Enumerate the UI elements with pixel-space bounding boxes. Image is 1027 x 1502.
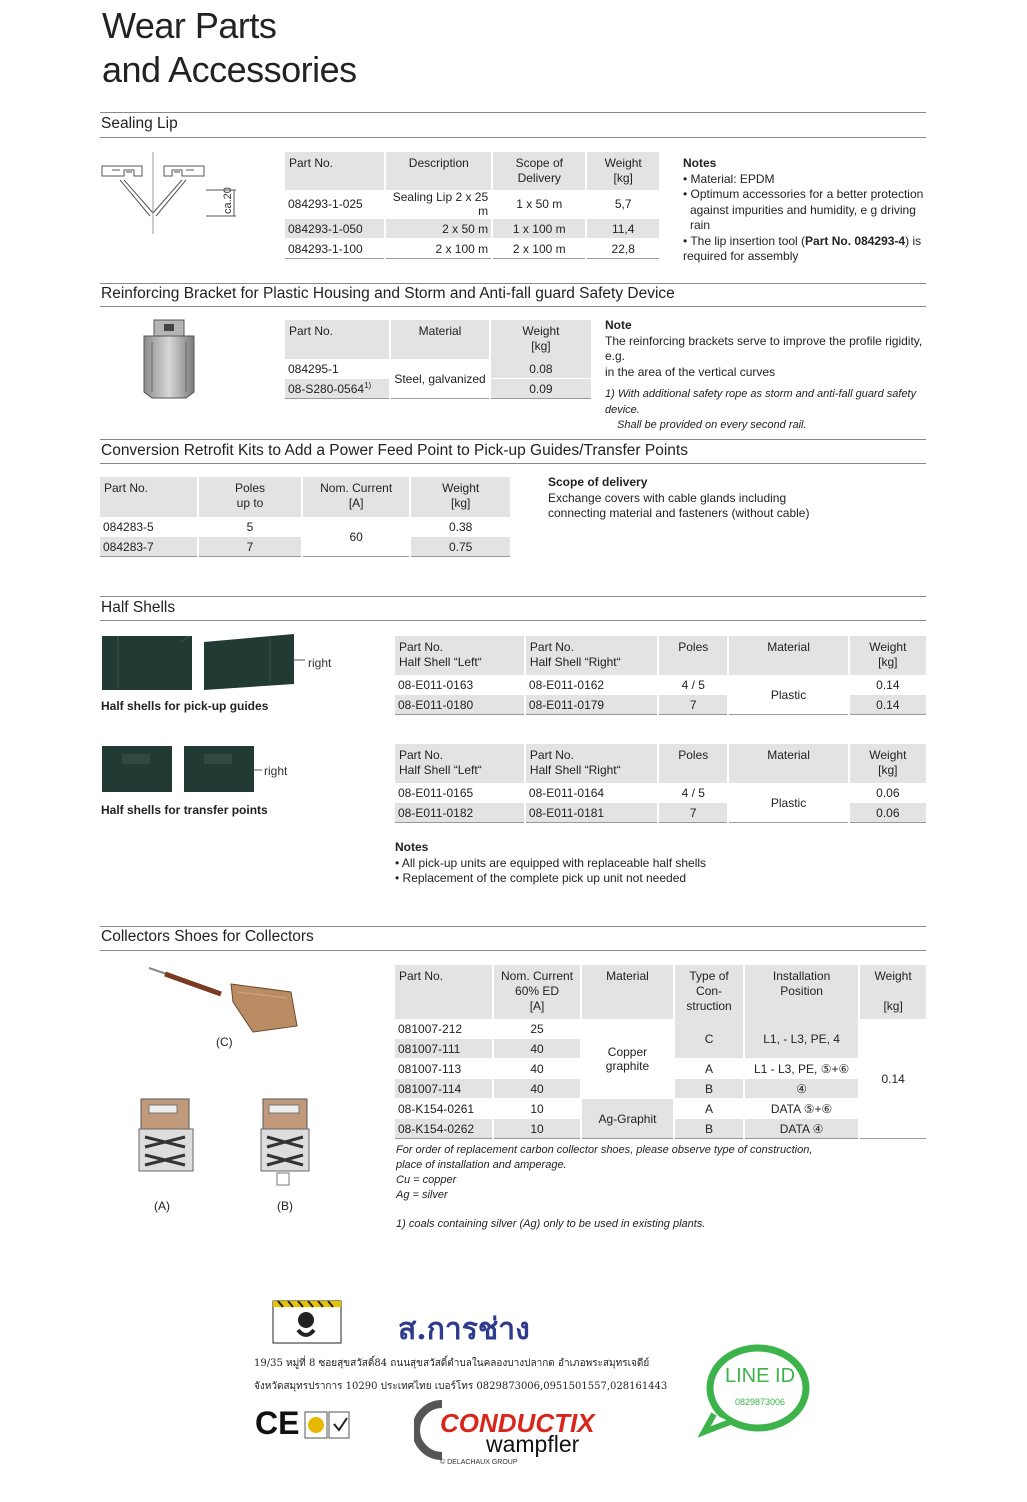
bracket-image [140,318,198,400]
table-row [285,219,659,239]
table-row [100,517,510,537]
poles: 7 [658,803,728,823]
table-row [395,675,926,695]
foot-line: For order of replacement carbon collector shoes, please observe type of construction, [396,1144,813,1156]
divider [100,620,926,621]
address-line: 19/35 หมู่ที่ 8 ซอยสุขสวัสดิ์84 ถนนสุขสวัสดิ์ตำบลในคลองบางปลากด อำเภอพระสมุทรเจดีย์ [254,1358,650,1369]
footnote-line: 1) With additional safety rope as storm and anti-fall guard safety device. [605,388,917,416]
construction: B [674,1079,744,1099]
poles: 7 [658,695,728,715]
note-line: The reinforcing brackets serve to improve the profile rigidity, e.g. [605,333,923,363]
half-shell-pickup-image [100,632,335,694]
collector-shoe-a-image [135,1095,197,1177]
material: Steel, galvanized [390,359,490,399]
foot-note: 1) coals containing silver (Ag) only to be used in existing plants. [396,1218,706,1230]
poles: 5 [198,517,302,537]
col-header: Weight [kg] [859,965,926,1019]
scope: 2 x 100 m [492,239,586,259]
construction: A [674,1059,744,1079]
group-name: © DELACHAUX GROUP [440,1459,518,1466]
col-header: Poles [658,744,728,783]
position: ④ [744,1079,859,1099]
caption-transfer-points: Half shells for transfer points [101,803,268,817]
poles: 7 [198,537,302,557]
section-heading-half-shells: Half Shells [101,599,176,616]
table-row [285,190,659,219]
part-no-left: 08-E011-0163 [395,675,525,695]
col-header: Nom. Current 60% ED [A] [493,965,580,1019]
title-line-1: Wear Parts [102,5,277,46]
col-header: Weight [kg] [410,477,510,517]
col-header: Part No. [395,965,493,1019]
description: 2 x 100 m [385,239,492,259]
divider [100,463,926,464]
bracket-table [285,320,591,399]
poles: 4 / 5 [658,783,728,803]
weight: 22,8 [586,239,659,259]
brand-name: wampfler [486,1431,580,1457]
description: Sealing Lip 2 x 25 m [385,190,492,219]
col-header: Weight [kg] [586,152,659,190]
col-header: Poles [658,636,728,675]
dimension-label: ca.20 [222,187,234,214]
current: 60 [302,517,410,557]
part-no: 084295-1 [285,359,390,379]
col-header: Type of Con- struction [674,965,744,1019]
certification-icon [304,1410,350,1440]
col-header: Poles up to [198,477,302,517]
construction: A [674,1099,744,1119]
weight: 0.08 [490,359,591,379]
note-title: Note [605,318,632,332]
weight: 0.14 [849,695,926,715]
part-no-left: 08-E011-0165 [395,783,525,803]
company-logo [272,1300,342,1344]
divider [100,439,926,440]
material: Plastic [728,783,848,823]
part-no: 084283-5 [100,517,198,537]
conversion-table [100,477,510,557]
collector-shoe-b-image [257,1095,313,1191]
col-header: Part No. Half Shell “Left“ [395,636,525,675]
part-no-right: 08-E011-0162 [525,675,658,695]
scope: 1 x 50 m [492,190,586,219]
construction: C [674,1019,744,1059]
sealing-lip-table [285,152,659,259]
half-shell-table-pickup [395,636,926,715]
note-line: • The lip insertion tool (Part No. 084293-4) is [683,233,922,248]
col-header: Weight [kg] [849,636,926,675]
label-b: (B) [277,1199,293,1213]
col-header: Weight [kg] [849,744,926,783]
part-no-right: 08-E011-0181 [525,803,658,823]
col-header: Part No. [285,152,385,190]
scope-line: connecting material and fasteners (without cable) [548,506,810,520]
ce-mark: CE [255,1405,300,1441]
col-header: Weight [kg] [490,320,591,359]
col-header: Part No. [100,477,198,517]
collector-shoes-table [395,965,926,1139]
sealing-notes [683,156,933,265]
weight: 0.06 [849,803,926,823]
weight: 11,4 [586,219,659,239]
col-header: Part No. Half Shell “Right“ [525,636,658,675]
col-header: Nom. Current [A] [302,477,410,517]
weight: 5,7 [586,190,659,219]
divider [100,306,926,307]
scope-line: Exchange covers with cable glands including [548,490,787,505]
current: 40 [493,1039,580,1059]
foot-line: place of installation and amperage. [396,1159,567,1171]
conversion-scope [548,475,848,522]
scope-title: Scope of delivery [548,475,648,489]
part-no: 084293-1-025 [285,190,385,219]
weight: 0.75 [410,537,510,557]
poles: 4 / 5 [658,675,728,695]
table-row [285,239,659,259]
divider [100,112,926,113]
divider [100,926,926,927]
section-heading-collector-shoes: Collectors Shoes for Collectors [101,928,314,945]
part-no: 081007-212 [395,1019,493,1039]
notes-title: Notes [683,156,717,170]
col-header: Installation Position [744,965,859,1019]
part-no-right: 08-E011-0164 [525,783,658,803]
position: L1 - L3, PE, ⑤+⑥ [744,1059,859,1079]
col-header: Material [728,744,848,783]
current: 10 [493,1119,580,1139]
part-no-left: 08-E011-0182 [395,803,525,823]
note-line: • Replacement of the complete pick up unit not needed [395,871,687,885]
col-header: Material [390,320,490,359]
weight: 0.09 [490,379,591,399]
right-label: right [264,764,288,778]
footnote-line: Shall be provided on every second rail. [617,419,807,431]
title-line-2: and Accessories [102,49,357,90]
position: DATA ⑤+⑥ [744,1099,859,1119]
note-line: against impurities and humidity, e g driving rain [690,202,916,232]
page-title [102,4,357,92]
col-header: Part No. Half Shell “Left“ [395,744,525,783]
table-row [395,1099,926,1119]
col-header: Scope of Delivery [492,152,586,190]
notes-title: Notes [395,840,429,854]
half-shell-transfer-image [100,742,300,794]
col-header: Part No. Half Shell “Right“ [525,744,658,783]
material: Copper graphite [581,1019,674,1099]
material: Ag-Graphit [581,1099,674,1139]
part-no: 081007-113 [395,1059,493,1079]
foot-line: Cu = copper [396,1174,457,1186]
position: DATA ④ [744,1119,859,1139]
part-no-right: 08-E011-0179 [525,695,658,715]
current: 40 [493,1059,580,1079]
current: 25 [493,1019,580,1039]
line-id-badge [698,1342,810,1438]
divider [100,950,926,951]
material: Plastic [728,675,848,715]
section-heading-bracket: Reinforcing Bracket for Plastic Housing and Storm and Anti-fall guard Safety Device [101,285,675,302]
scope: 1 x 100 m [492,219,586,239]
section-heading-conversion: Conversion Retrofit Kits to Add a Power Feed Point to Pick-up Guides/Transfer Points [101,442,688,459]
part-no: 084283-7 [100,537,198,557]
conductix-logo [414,1398,638,1466]
current: 10 [493,1099,580,1119]
table-row [395,783,926,803]
caption-pickup-guides: Half shells for pick-up guides [101,699,269,713]
part-no: 08-K154-0262 [395,1119,493,1139]
note-line: • Material: EPDM [683,171,775,186]
part-no: 084293-1-100 [285,239,385,259]
weight: 0.14 [859,1019,926,1139]
line-id-number: 0829873006 [735,1397,786,1407]
note-line: required for assembly [683,249,799,263]
table-row [285,359,591,379]
current: 40 [493,1079,580,1099]
construction: B [674,1119,744,1139]
table-row [395,1019,926,1039]
sealing-lip-drawing [100,152,245,237]
right-label: right [308,656,332,670]
weight: 0.06 [849,783,926,803]
label-c: (C) [216,1035,233,1049]
part-no: 081007-114 [395,1079,493,1099]
weight: 0.38 [410,517,510,537]
part-no: 081007-111 [395,1039,493,1059]
col-header: Material [581,965,674,1019]
half-shell-table-transfer [395,744,926,823]
foot-line: Ag = silver [396,1189,448,1201]
collector-footnotes [396,1143,816,1232]
note-line: in the area of the vertical curves [605,364,776,379]
divider [100,596,926,597]
collector-shoe-c-image [145,962,305,1034]
part-no: 08-K154-0261 [395,1099,493,1119]
note-line: • Optimum accessories for a better protection [683,187,924,201]
col-header: Material [728,636,848,675]
bracket-note [605,318,935,434]
company-name: ส.การช่าง [398,1312,530,1347]
half-shell-notes [395,840,795,887]
col-header: Description [385,152,492,190]
col-header: Part No. [285,320,390,359]
note-line: • All pick-up units are equipped with replaceable half shells [395,855,707,870]
line-id-label: LINE ID [725,1365,796,1387]
position: L1, - L3, PE, 4 [744,1019,859,1059]
part-no-left: 08-E011-0180 [395,695,525,715]
weight: 0.14 [849,675,926,695]
description: 2 x 50 m [385,219,492,239]
part-no: 084293-1-050 [285,219,385,239]
address-line: จังหวัดสมุทรปราการ 10290 ประเทศไทย เบอร์โทร 0829873006,0951501557,028161443 [254,1381,668,1392]
divider [100,137,926,138]
divider [100,283,926,284]
brand-name: CONDUCTIX [440,1408,595,1438]
section-heading-sealing-lip: Sealing Lip [101,115,178,132]
label-a: (A) [154,1199,170,1213]
part-no: 08-S280-0564$^{1)}$ [285,379,390,399]
